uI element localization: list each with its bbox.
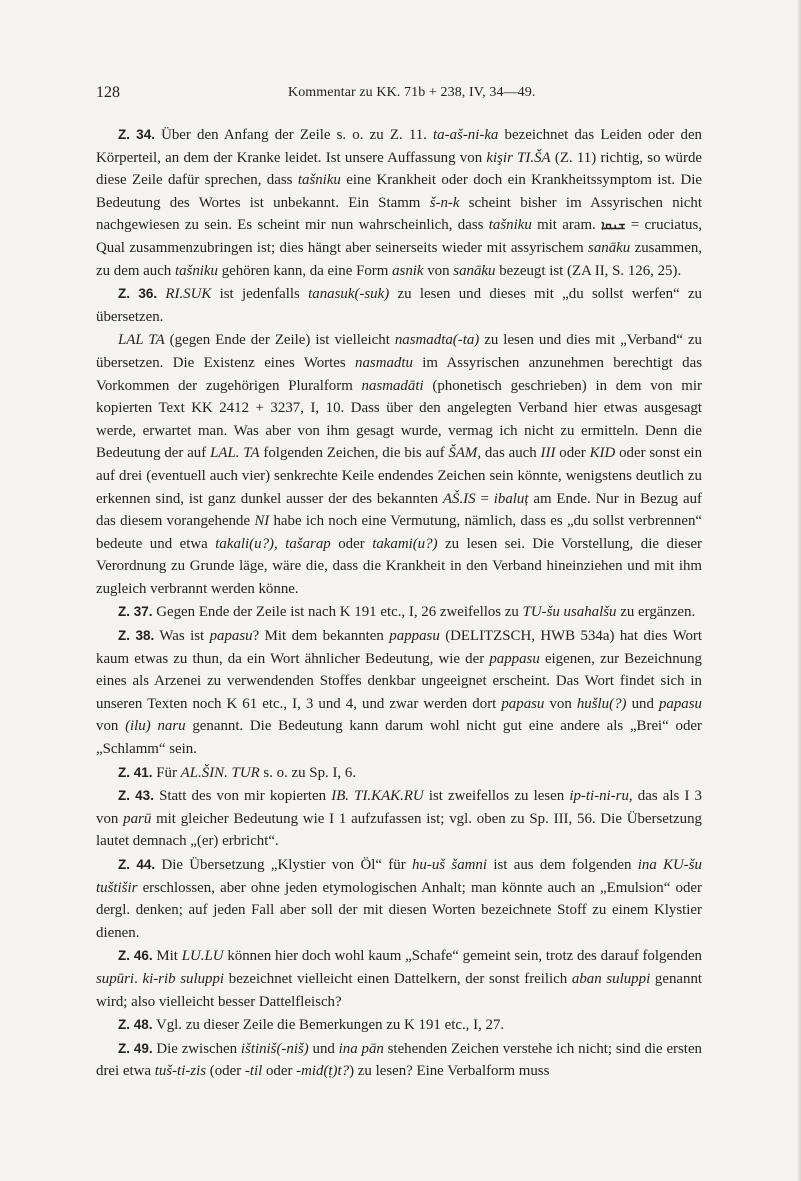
transliteration: papasu xyxy=(209,628,253,645)
transliteration: LAL. TA xyxy=(210,445,260,462)
text-run: Gegen Ende der Zeile ist nach K 191 etc., I, 26 zweifellos zu xyxy=(152,604,523,621)
text-run: (Z. 11) richtig, so würde diese Zeile dafür sprechen, dass xyxy=(96,149,702,189)
text-run: ) zu lesen? Eine Verbalform muss xyxy=(349,1063,550,1080)
text-run: eigenen, zur Bezeichnung eines als Arzenei zu verwendenden Stoffes denkbar ungeeignet erscheint. Das Wort findet sich in unseren Texten noch K 61 etc., I, 3 und 4, und zwar werden dort xyxy=(96,650,702,712)
commentary-entry xyxy=(96,945,702,1013)
commentary-entry xyxy=(96,854,702,944)
text-run: bezeugt ist (ZA II, S. 126, 25). xyxy=(495,262,682,279)
transliteration: kişir TI.ŠA xyxy=(486,149,551,166)
text-run: zusammen, zu dem auch xyxy=(96,239,702,279)
text-run: zu lesen und dieses mit „du sollst werfen“ zu übersetzen. xyxy=(96,286,702,325)
commentary-body xyxy=(96,124,702,1083)
transliteration: pappasu xyxy=(389,628,440,645)
transliteration: KID xyxy=(589,445,616,462)
text-run: im Assyrischen anzunehmen berechtigt das Vorkommen der zugehörigen Pluralform xyxy=(96,354,702,394)
transliteration: takali(u?) xyxy=(215,535,274,552)
transliteration: ibaluț xyxy=(493,490,529,507)
line-reference: Z. 38. xyxy=(118,628,155,644)
text-run: folgenden Zeichen, die bis auf xyxy=(259,445,449,462)
transliteration: tašniku xyxy=(488,217,532,234)
commentary-entry xyxy=(96,625,702,761)
text-run: . xyxy=(134,970,143,987)
text-run: am Ende. Nur in Bezug auf das diesem vorangehende xyxy=(96,490,703,530)
text-run: (gegen Ende der Zeile) ist vielleicht xyxy=(164,332,395,349)
transliteration: asnik xyxy=(392,262,424,279)
text-run: zu lesen und dies mit „Verband“ zu übersetzen. Die Existenz eines Wortes xyxy=(96,332,702,371)
text-run: , xyxy=(273,535,286,552)
text-run: Was ist xyxy=(154,628,210,645)
text-run: scheint bisher im Assyrischen nicht nachgewiesen zu sein. Es scheint mir nun wahrscheinlich, dass xyxy=(96,194,702,234)
aramaic-word: ܫܢܩܐ xyxy=(601,218,626,233)
commentary-entry xyxy=(96,1038,702,1083)
transliteration: nasmadāti xyxy=(361,377,424,394)
transliteration: parū xyxy=(123,810,152,827)
text-run: von xyxy=(423,262,454,279)
transliteration: IB. TI.KAK.RU xyxy=(331,788,424,805)
text-run: , das auch xyxy=(477,445,541,462)
line-reference: Z. 36. xyxy=(118,286,158,302)
text-run: gehören kann, da eine Form xyxy=(217,262,393,279)
text-run: bezeichnet das Leiden oder den Körperteil, an dem der Kranke leidet. Ist unsere Auffassung von xyxy=(96,127,702,166)
text-run: ist jedenfalls xyxy=(211,286,309,303)
text-run: ? Mit dem bekannten xyxy=(252,628,390,645)
transliteration: -mid(ṭ)t? xyxy=(296,1063,350,1080)
text-run: = xyxy=(475,490,494,507)
text-run: ist aus dem folgenden xyxy=(486,857,638,873)
transliteration: ina KU-šu tuštišir xyxy=(96,857,702,896)
transliteration: AL.ŠIN. TUR xyxy=(180,764,260,781)
transliteration: ŠAM xyxy=(448,445,478,462)
text-run: und xyxy=(308,1040,339,1057)
text-run: und xyxy=(626,695,659,712)
transliteration: aban suluppi xyxy=(571,970,651,987)
transliteration: hu-uš šamni xyxy=(411,857,487,873)
text-run: Vgl. zu dieser Zeile die Bemerkungen zu K 191 etc., I, 27. xyxy=(152,1017,505,1034)
text-run: (phonetisch geschrieben) in dem von mir kopierten Text KK 2412 + 3237, I, 10. Dass über den angelegten Verband hier etwas ausgesagt werde, erwartet man. Was aber von ihm gesagt wurde, vermag ich nicht zu ermitteln. Denn die Bedeutung der auf xyxy=(96,377,702,462)
text-run: oder xyxy=(330,535,373,552)
line-reference: Z. 43. xyxy=(118,788,154,804)
text-run: (DELITZSCH, HWB 534a) hat dies Wort kaum etwas zu thun, da ein Wort ähnlicher Bedeutung, wie der xyxy=(96,628,703,667)
transliteration: takami(u?) xyxy=(372,535,438,552)
transliteration: nasmadtu xyxy=(355,354,413,371)
transliteration: ki-rib suluppi xyxy=(142,970,225,987)
text-run: Für xyxy=(152,764,181,781)
transliteration: tašarap xyxy=(285,535,331,552)
commentary-entry xyxy=(96,1014,702,1037)
line-reference: Z. 48. xyxy=(118,1017,153,1033)
text-run: habe ich noch eine Vermutung, nämlich, dass es „du sollst verbrennen“ bedeute und etwa xyxy=(96,513,702,552)
text-run: eine Krankheit oder doch ein Krankheitssymptom ist. Die Bedeutung des Wortes ist unbekannt. Ein Stamm xyxy=(96,172,703,211)
text-run: von xyxy=(544,695,577,712)
transliteration: ištiniš(-niš) xyxy=(240,1040,309,1057)
transliteration: TU-šu usahalšu xyxy=(522,604,617,621)
transliteration: š-n-k xyxy=(429,194,460,211)
text-run: mit aram. xyxy=(531,217,602,234)
text-run: bezeichnet vielleicht einen Dattelkern, der sonst freilich xyxy=(224,970,572,987)
transliteration: ta-aš-ni-ka xyxy=(433,127,499,143)
transliteration: RI.SUK xyxy=(165,286,212,303)
text-run: (oder xyxy=(206,1063,245,1080)
page-number: 128 xyxy=(96,84,120,101)
text-run: genannt. Die Bedeutung kann darum wohl nicht gut eine andere als „Brei“ oder „Schlamm“ sein. xyxy=(96,718,702,758)
text-run: s. o. zu Sp. I, 6. xyxy=(259,764,357,781)
transliteration: tašniku xyxy=(174,262,218,279)
text-run: = cruciatus, Qual zusammenzubringen ist; dies hängt aber seinerseits wieder mit assyrischem xyxy=(96,217,703,256)
text-run: Die zwischen xyxy=(152,1040,241,1057)
text-run: oder xyxy=(555,445,590,462)
text-run: mit gleicher Bedeutung wie I 1 aufzufassen ist; vgl. oben zu Sp. III, 56. Die Übersetzung lautet demnach „(er) erbricht“. xyxy=(96,810,702,850)
text-run: von xyxy=(96,718,126,735)
running-title: Kommentar zu KK. 71b + 238, IV, 34—49. xyxy=(288,85,536,100)
line-reference: Z. 41. xyxy=(118,764,153,780)
transliteration: tuš-ti-zis xyxy=(154,1063,207,1080)
commentary-entry xyxy=(96,601,702,624)
commentary-entry xyxy=(96,762,702,785)
transliteration: NI xyxy=(254,513,270,530)
transliteration: AŠ.IS xyxy=(442,490,476,507)
text-run: genannt wird; also vielleicht besser Dattelfleisch? xyxy=(96,970,703,1010)
text-run: Die Übersetzung „Klystier von Öl“ für xyxy=(155,857,412,873)
text-run: oder xyxy=(262,1063,297,1080)
transliteration: papasu xyxy=(501,695,545,712)
transliteration: supūri xyxy=(96,970,135,987)
text-run: Statt des von mir kopierten xyxy=(153,788,332,805)
text-run: stehenden Zeichen verstehe ich nicht; sind die ersten drei etwa xyxy=(96,1040,702,1080)
transliteration: tašniku xyxy=(297,172,341,189)
commentary-entry xyxy=(96,124,702,282)
text-run: , das als I 3 von xyxy=(96,788,703,827)
line-reference: Z. 37. xyxy=(118,604,153,620)
text-run: ist zweifellos zu lesen xyxy=(423,788,570,805)
transliteration: tanasuk(-suk) xyxy=(308,286,390,303)
transliteration: papasu xyxy=(658,695,702,712)
text-run: Über den Anfang der Zeile s. o. zu Z. 11. xyxy=(154,127,434,143)
transliteration: LU.LU xyxy=(181,948,224,965)
commentary-entry xyxy=(96,283,702,328)
line-reference: Z. 34. xyxy=(118,127,155,142)
line-reference: Z. 46. xyxy=(118,948,153,964)
transliteration: ina pān xyxy=(338,1040,384,1057)
transliteration: nasmadta(-ta) xyxy=(394,332,480,349)
text-run: oder sonst ein auf drei (eventuell auch vier) senkrechte Keile endendes Zeichen sein könnte, wenigstens deutlich zu erkennen sind, ist ganz dunkel ausser der des bekannten xyxy=(96,445,703,507)
text-run: zu ergänzen. xyxy=(616,604,696,621)
transliteration: hušlu(?) xyxy=(576,695,627,712)
line-reference: Z. 44. xyxy=(118,857,156,872)
commentary-entry xyxy=(96,785,702,853)
transliteration: pappasu xyxy=(489,650,540,667)
transliteration: sanāku xyxy=(453,262,496,279)
text-run: Mit xyxy=(152,948,182,965)
commentary-entry xyxy=(96,329,702,600)
text-run: erschlossen, aber ohne jeden etymologischen Anhalt; man könnte auch an „Emulsion“ oder dergl. denken; auf jeden Fall aber soll der mit diesen Worten bezeichnete Stoff zu einem Klystier dienen. xyxy=(96,879,702,941)
line-reference: Z. 49. xyxy=(118,1040,153,1056)
text-run: können hier doch wohl kaum „Schafe“ gemeint sein, trotz des darauf folgenden xyxy=(223,948,703,965)
page-header xyxy=(96,84,711,106)
transliteration: (ilu) naru xyxy=(125,718,186,735)
transliteration: ip-ti-ni-ru xyxy=(569,788,629,805)
transliteration: -til xyxy=(244,1063,263,1080)
transliteration: sanāku xyxy=(588,239,631,256)
transliteration: LAL TA xyxy=(118,332,165,349)
transliteration: III xyxy=(540,445,556,462)
text-run: zu lesen sei. Die Vorstellung, die dieser Verordnung zu Grunde läge, wäre die, dass die Krankheit in den Verband hineinziehen und mit ihm zugleich verbrannt werden könne. xyxy=(96,535,703,597)
